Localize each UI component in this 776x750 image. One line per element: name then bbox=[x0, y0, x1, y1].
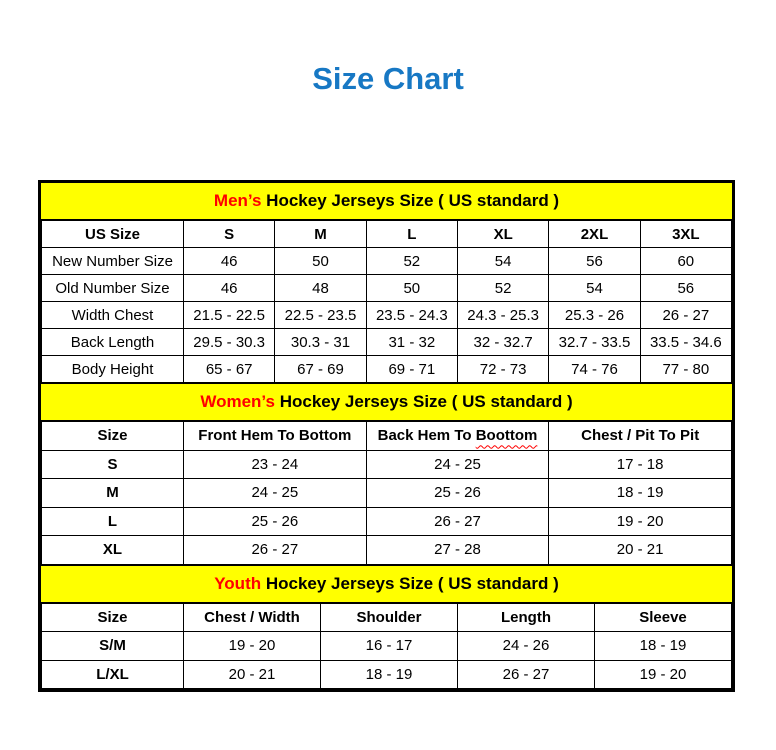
column-header-cell: Chest / Pit To Pit bbox=[549, 422, 732, 451]
value-cell: 33.5 - 34.6 bbox=[640, 329, 731, 356]
value-cell: 26 - 27 bbox=[640, 302, 731, 329]
column-header-cell: Size bbox=[42, 603, 184, 632]
table-row bbox=[42, 248, 732, 275]
value-cell: 24 - 25 bbox=[366, 450, 549, 479]
youth-header-row bbox=[42, 603, 732, 632]
row-label-cell: Width Chest bbox=[42, 302, 184, 329]
mens-table bbox=[41, 220, 732, 383]
table-row bbox=[42, 660, 732, 689]
mens-heading-highlight: Men’s bbox=[213, 191, 262, 210]
value-cell: 21.5 - 22.5 bbox=[184, 302, 275, 329]
size-chart-page bbox=[0, 58, 776, 750]
row-label-cell: XL bbox=[42, 536, 184, 565]
row-label-cell: Body Height bbox=[42, 356, 184, 383]
value-cell: 23 - 24 bbox=[184, 450, 367, 479]
value-cell: 25.3 - 26 bbox=[549, 302, 640, 329]
table-row bbox=[42, 479, 732, 508]
value-cell: 25 - 26 bbox=[366, 479, 549, 508]
value-cell: 22.5 - 23.5 bbox=[275, 302, 366, 329]
value-cell: 19 - 20 bbox=[549, 507, 732, 536]
value-cell: 32.7 - 33.5 bbox=[549, 329, 640, 356]
table-row bbox=[42, 450, 732, 479]
mens-heading bbox=[41, 183, 732, 220]
column-header-cell: US Size bbox=[42, 221, 184, 248]
youth-heading-rest: Hockey Jerseys Size ( US standard ) bbox=[261, 573, 559, 593]
column-header-cell: Shoulder bbox=[321, 603, 458, 632]
value-cell: 31 - 32 bbox=[366, 329, 457, 356]
column-header-cell: Sleeve bbox=[595, 603, 732, 632]
column-header-cell: XL bbox=[457, 221, 548, 248]
value-cell: 74 - 76 bbox=[549, 356, 640, 383]
value-cell: 18 - 19 bbox=[595, 632, 732, 661]
womens-header-row bbox=[42, 422, 732, 451]
value-cell: 50 bbox=[275, 248, 366, 275]
column-header-cell: Chest / Width bbox=[184, 603, 321, 632]
mens-header-row bbox=[42, 221, 732, 248]
column-header-cell: 2XL bbox=[549, 221, 640, 248]
column-header-cell: Back Hem To Boottom bbox=[366, 422, 549, 451]
womens-heading-highlight: Women’s bbox=[200, 392, 275, 411]
table-row bbox=[42, 329, 732, 356]
row-label-cell: L/XL bbox=[42, 660, 184, 689]
table-row bbox=[42, 302, 732, 329]
value-cell: 52 bbox=[457, 275, 548, 302]
value-cell: 29.5 - 30.3 bbox=[184, 329, 275, 356]
size-chart-frame bbox=[38, 180, 735, 692]
value-cell: 46 bbox=[184, 275, 275, 302]
value-cell: 16 - 17 bbox=[321, 632, 458, 661]
column-header-cell: Size bbox=[42, 422, 184, 451]
value-cell: 17 - 18 bbox=[549, 450, 732, 479]
value-cell: 56 bbox=[549, 248, 640, 275]
row-label-cell: M bbox=[42, 479, 184, 508]
value-cell: 20 - 21 bbox=[184, 660, 321, 689]
womens-heading bbox=[41, 383, 732, 421]
value-cell: 77 - 80 bbox=[640, 356, 731, 383]
value-cell: 30.3 - 31 bbox=[275, 329, 366, 356]
value-cell: 56 bbox=[640, 275, 731, 302]
row-label-cell: L bbox=[42, 507, 184, 536]
youth-heading-highlight: Youth bbox=[214, 573, 262, 593]
table-row bbox=[42, 632, 732, 661]
row-label-cell: S bbox=[42, 450, 184, 479]
youth-table bbox=[41, 603, 732, 690]
row-label-cell: Back Length bbox=[42, 329, 184, 356]
value-cell: 18 - 19 bbox=[321, 660, 458, 689]
value-cell: 60 bbox=[640, 248, 731, 275]
column-header-cell: S bbox=[184, 221, 275, 248]
youth-heading bbox=[41, 565, 732, 603]
value-cell: 27 - 28 bbox=[366, 536, 549, 565]
mens-heading-rest: Hockey Jerseys Size ( US standard ) bbox=[261, 191, 560, 210]
value-cell: 72 - 73 bbox=[457, 356, 548, 383]
value-cell: 48 bbox=[275, 275, 366, 302]
value-cell: 26 - 27 bbox=[458, 660, 595, 689]
value-cell: 19 - 20 bbox=[184, 632, 321, 661]
value-cell: 67 - 69 bbox=[275, 356, 366, 383]
column-header-cell: 3XL bbox=[640, 221, 731, 248]
value-cell: 18 - 19 bbox=[549, 479, 732, 508]
value-cell: 23.5 - 24.3 bbox=[366, 302, 457, 329]
value-cell: 19 - 20 bbox=[595, 660, 732, 689]
value-cell: 46 bbox=[184, 248, 275, 275]
value-cell: 25 - 26 bbox=[184, 507, 367, 536]
value-cell: 54 bbox=[457, 248, 548, 275]
value-cell: 26 - 27 bbox=[184, 536, 367, 565]
table-row bbox=[42, 507, 732, 536]
value-cell: 20 - 21 bbox=[549, 536, 732, 565]
womens-section bbox=[41, 383, 732, 565]
value-cell: 26 - 27 bbox=[366, 507, 549, 536]
value-cell: 69 - 71 bbox=[366, 356, 457, 383]
column-header-cell: L bbox=[366, 221, 457, 248]
page-title: Size Chart bbox=[312, 61, 464, 96]
row-label-cell: S/M bbox=[42, 632, 184, 661]
table-row bbox=[42, 356, 732, 383]
value-cell: 24 - 26 bbox=[458, 632, 595, 661]
value-cell: 65 - 67 bbox=[184, 356, 275, 383]
misspelled-word: Boottom bbox=[475, 427, 538, 445]
table-row bbox=[42, 536, 732, 565]
womens-table bbox=[41, 421, 732, 565]
row-label-cell: New Number Size bbox=[42, 248, 184, 275]
value-cell: 50 bbox=[366, 275, 457, 302]
column-header-cell: Length bbox=[458, 603, 595, 632]
column-header-cell: M bbox=[275, 221, 366, 248]
womens-heading-rest: Hockey Jerseys Size ( US standard ) bbox=[274, 392, 573, 411]
column-header-cell: Front Hem To Bottom bbox=[184, 422, 367, 451]
mens-section bbox=[41, 183, 732, 383]
value-cell: 24.3 - 25.3 bbox=[457, 302, 548, 329]
value-cell: 54 bbox=[549, 275, 640, 302]
row-label-cell: Old Number Size bbox=[42, 275, 184, 302]
value-cell: 24 - 25 bbox=[184, 479, 367, 508]
value-cell: 32 - 32.7 bbox=[457, 329, 548, 356]
value-cell: 52 bbox=[366, 248, 457, 275]
youth-section bbox=[41, 565, 732, 690]
table-row bbox=[42, 275, 732, 302]
